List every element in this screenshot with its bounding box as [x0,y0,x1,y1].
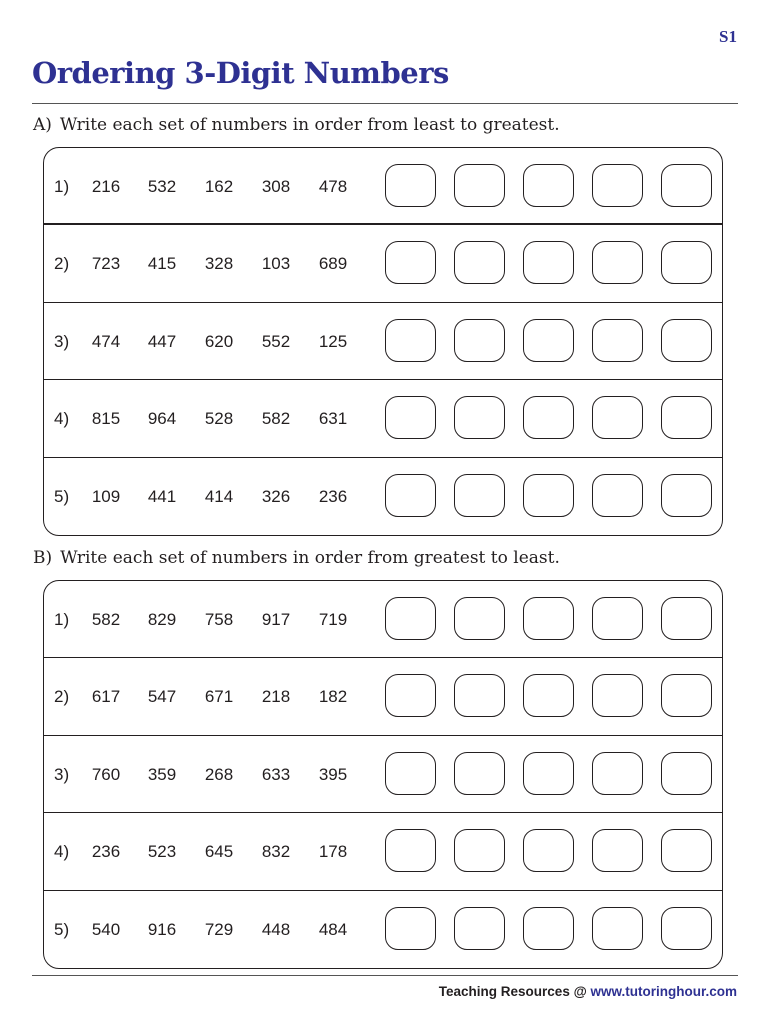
given-number: 671 [204,687,234,707]
given-number: 532 [147,177,177,196]
given-number: 758 [204,610,234,629]
given-number: 723 [91,254,121,274]
answer-box[interactable] [454,241,505,284]
section-b-row-2 [44,658,722,735]
worksheet-code: S1 [719,27,737,46]
given-number: 447 [147,331,177,351]
given-number: 268 [204,764,234,784]
answer-box[interactable] [523,752,574,795]
answer-box[interactable] [661,907,712,950]
answer-box[interactable] [661,474,712,517]
given-number: 540 [91,919,121,939]
given-number: 633 [261,764,291,784]
given-number: 236 [91,842,121,862]
answer-box[interactable] [661,597,712,640]
answer-box[interactable] [454,752,505,795]
given-number: 552 [261,331,291,351]
section-b-row-4 [44,813,722,890]
answer-box[interactable] [454,907,505,950]
footer-prefix: Teaching Resources @ [438,984,591,999]
given-number: 617 [91,687,121,707]
answer-box[interactable] [523,474,574,517]
answer-box[interactable] [661,319,712,362]
answer-box[interactable] [454,474,505,517]
answer-box[interactable] [592,597,643,640]
given-number: 917 [261,610,291,629]
given-number: 484 [318,919,348,939]
answer-box[interactable] [592,396,643,439]
section-b-letter: B) [33,548,53,568]
answer-box[interactable] [661,396,712,439]
footer-divider [32,975,738,976]
given-number: 547 [147,687,177,707]
answer-box[interactable] [592,829,643,872]
given-number: 395 [318,764,348,784]
given-number: 236 [318,486,348,506]
section-b-instruction [33,548,560,568]
section-a-instruction [33,115,560,135]
given-number: 620 [204,331,234,351]
answer-box[interactable] [385,752,436,795]
question-number: 2) [54,687,70,707]
footer-site-link[interactable]: www.tutoringhour.com [590,984,737,999]
question-number: 1) [54,177,70,196]
given-number: 645 [204,842,234,862]
answer-box[interactable] [661,241,712,284]
given-number: 103 [261,254,291,274]
given-number: 328 [204,254,234,274]
answer-box[interactable] [523,674,574,717]
section-a-box [43,147,723,536]
answer-box[interactable] [661,752,712,795]
answer-box[interactable] [592,907,643,950]
answer-box[interactable] [385,674,436,717]
answer-box[interactable] [592,752,643,795]
given-number: 964 [147,409,177,429]
answer-box[interactable] [592,319,643,362]
given-number: 719 [318,610,348,629]
section-a-letter: A) [33,115,52,135]
given-number: 631 [318,409,348,429]
given-number: 729 [204,919,234,939]
given-number: 760 [91,764,121,784]
answer-box[interactable] [523,396,574,439]
section-b-row-3 [44,736,722,813]
given-number: 448 [261,919,291,939]
given-number: 182 [318,687,348,707]
page-title: Ordering 3-Digit Numbers [32,56,449,90]
given-number: 216 [91,177,121,196]
answer-box[interactable] [454,597,505,640]
answer-box[interactable] [592,164,643,207]
question-number: 1) [54,610,70,629]
answer-box[interactable] [523,241,574,284]
section-a-row-2 [44,225,722,302]
given-number: 326 [261,486,291,506]
given-number: 474 [91,331,121,351]
given-number: 178 [318,842,348,862]
given-number: 414 [204,486,234,506]
answer-box[interactable] [385,474,436,517]
given-number: 415 [147,254,177,274]
given-number: 125 [318,331,348,351]
answer-box[interactable] [592,674,643,717]
answer-box[interactable] [454,829,505,872]
question-number: 3) [54,764,70,784]
given-number: 829 [147,610,177,629]
answer-box[interactable] [523,319,574,362]
answer-box[interactable] [385,907,436,950]
given-number: 582 [261,409,291,429]
given-number: 218 [261,687,291,707]
question-number: 4) [54,409,70,429]
answer-box[interactable] [523,829,574,872]
question-number: 5) [54,486,70,506]
section-a-row-4 [44,380,722,457]
answer-box[interactable] [454,674,505,717]
answer-box[interactable] [661,674,712,717]
title-divider [32,103,738,104]
given-number: 359 [147,764,177,784]
given-number: 916 [147,919,177,939]
answer-box[interactable] [385,829,436,872]
given-number: 582 [91,610,121,629]
section-a-row-1 [44,148,722,225]
section-b-row-5 [44,891,722,968]
answer-box[interactable] [454,319,505,362]
question-number: 4) [54,842,70,862]
question-number: 2) [54,254,70,274]
question-number: 5) [54,919,70,939]
section-a-row-3 [44,303,722,380]
question-number: 3) [54,331,70,351]
section-a-row-5 [44,458,722,535]
section-b-row-1 [44,581,722,658]
given-number: 162 [204,177,234,196]
answer-box[interactable] [523,597,574,640]
answer-box[interactable] [385,597,436,640]
given-number: 109 [91,486,121,506]
answer-box[interactable] [385,164,436,207]
answer-box[interactable] [385,241,436,284]
given-number: 815 [91,409,121,429]
given-number: 523 [147,842,177,862]
given-number: 478 [318,177,348,196]
section-b-text: Write each set of numbers in order from greatest to least. [60,548,560,568]
answer-box[interactable] [592,241,643,284]
given-number: 308 [261,177,291,196]
section-a-text: Write each set of numbers in order from least to greatest. [59,115,560,135]
given-number: 441 [147,486,177,506]
answer-box[interactable] [454,396,505,439]
answer-box[interactable] [592,474,643,517]
given-number: 528 [204,409,234,429]
answer-box[interactable] [385,319,436,362]
answer-box[interactable] [523,164,574,207]
answer-box[interactable] [385,396,436,439]
answer-box[interactable] [454,164,505,207]
given-number: 832 [261,842,291,862]
footer-credit [439,984,737,999]
answer-box[interactable] [523,907,574,950]
answer-box[interactable] [661,164,712,207]
given-number: 689 [318,254,348,274]
section-b-box [43,580,723,969]
answer-box[interactable] [661,829,712,872]
